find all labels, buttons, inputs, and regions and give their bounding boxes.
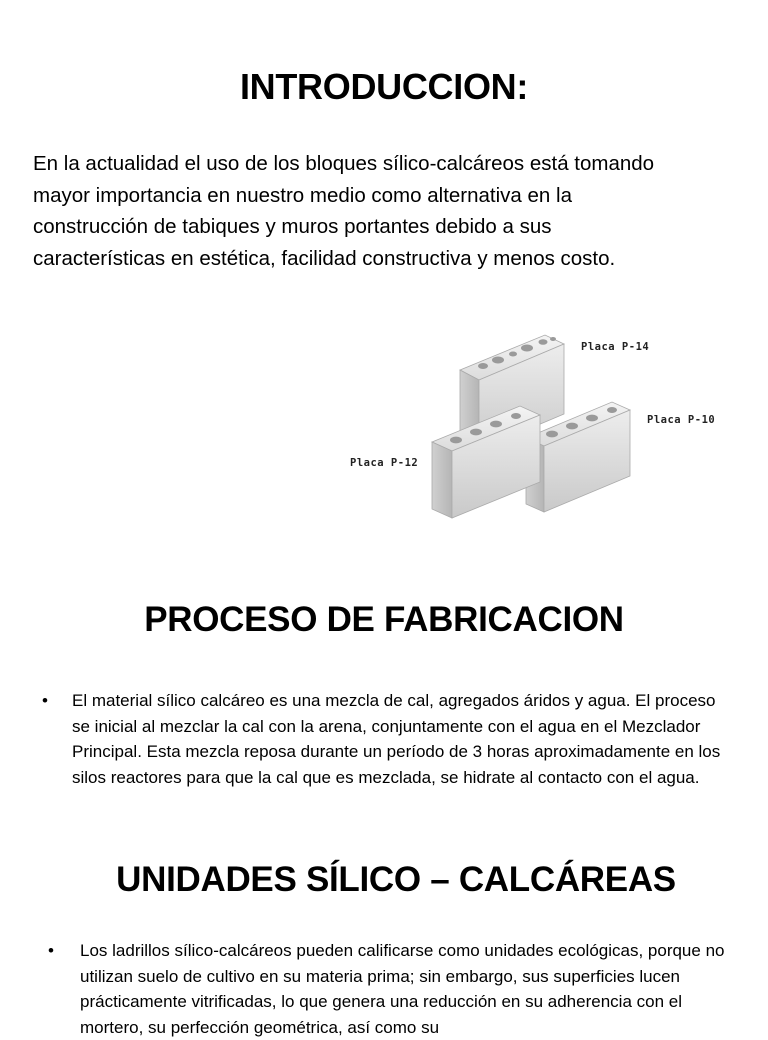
- label-placa-p14: Placa P-14: [581, 341, 650, 353]
- proceso-bullet-text: El material sílico calcáreo es una mezcla de cal, agregados áridos y agua. El proceso se inicial al mezclar la cal con la arena, conjuntamente con el agua en el Mezclador Principal. Esta mezcla reposa durante un período de 3 horas aproximadamente en los silos reactores para que la cal que es mezclada, se hidrate al contacto con el agua.: [72, 691, 721, 787]
- unidades-heading: UNIDADES SÍLICO – CALCÁREAS: [116, 860, 676, 899]
- bullet-dot: •: [42, 691, 48, 710]
- blocks-illustration: [340, 330, 740, 530]
- block-p12: [432, 406, 540, 518]
- unidades-bullet-text: Los ladrillos sílico-calcáreos pueden calificarse como unidades ecológicas, porque no utilizan suelo de cultivo en su materia prima; sin embargo, sus superficies lucen prácticamente vitrificadas, lo que genera una reducción en su adherencia con el mortero, su perfección geométrica, así como su: [80, 941, 725, 1037]
- intro-paragraph: En la actualidad el uso de los bloques sílico-calcáreos está tomando mayor importancia en nuestro medio como alternativa en la construcción de tabiques y muros portantes debido a sus características en estética, facilidad constructiva y menos costo.: [33, 152, 655, 270]
- silico-calcareous-blocks-figure: [340, 330, 740, 530]
- label-placa-p10: Placa P-10: [647, 414, 716, 426]
- label-placa-p12: Placa P-12: [350, 457, 419, 469]
- proceso-heading: PROCESO DE FABRICACION: [144, 600, 624, 639]
- intro-heading: INTRODUCCION:: [239, 66, 529, 107]
- bullet-dot: •: [48, 941, 54, 960]
- proceso-bullet-item: [42, 688, 732, 790]
- unidades-bullet-item: [48, 938, 728, 1040]
